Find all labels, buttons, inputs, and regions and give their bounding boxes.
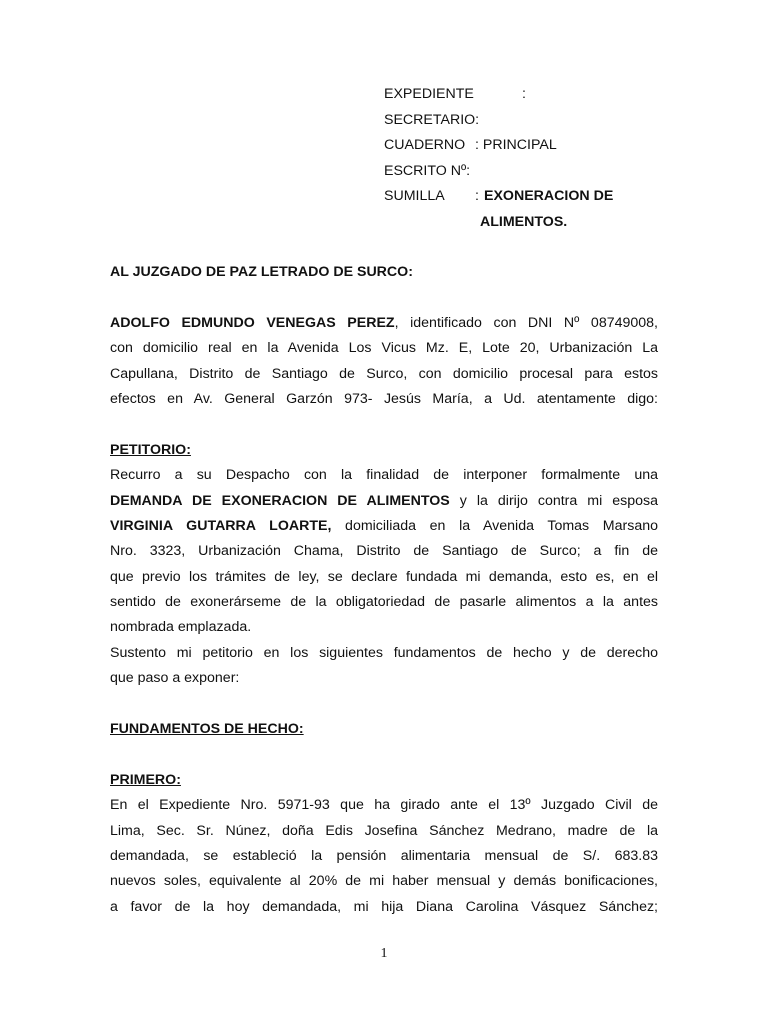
header-sumilla-cont	[384, 212, 684, 238]
sumilla-label: SUMILLA	[384, 188, 445, 204]
escrito-label: ESCRITO Nº:	[384, 162, 471, 179]
primero-line-4: nuevos soles, equivalente al 20% de mi haber mensual y demás bonificaciones,	[110, 873, 658, 890]
header-secretario	[384, 110, 684, 136]
petitorio-line-8: Sustento mi petitorio en los siguientes fundamentos de hecho y de derecho	[110, 644, 658, 661]
petitorio-line-5: que previo los trámites de ley, se declare fundada mi demanda, esto es, en el	[110, 568, 658, 585]
sumilla-value-1: EXONERACION DE	[484, 188, 614, 204]
primero-line-3: demandada, se estableció la pensión alimentaria mensual de S/. 683.83	[110, 847, 658, 864]
secretario-label: SECRETARIO:	[384, 111, 480, 128]
expediente-label: EXPEDIENTE	[384, 86, 474, 102]
document-body	[110, 262, 658, 922]
cuaderno-label: CUADERNO	[384, 137, 466, 153]
header-cuaderno	[384, 135, 684, 161]
intro-line-4: efectos en Av. General Garzón 973- Jesús María, a Ud. atentamente digo:	[110, 390, 658, 407]
header-escrito	[384, 161, 684, 187]
expediente-sep: :	[522, 86, 526, 102]
fundamentos-heading: FUNDAMENTOS DE HECHO:	[110, 721, 304, 738]
addressee: AL JUZGADO DE PAZ LETRADO DE SURCO:	[110, 264, 413, 280]
intro-line-1: ADOLFO EDMUNDO VENEGAS PEREZ, identificado con DNI Nº 08749008,	[110, 314, 658, 331]
primero-line-2: Lima, Sec. Sr. Núnez, doña Edis Josefina Sánchez Medrano, madre de la	[110, 822, 658, 839]
header-expediente	[384, 84, 684, 110]
petitorio-line-9: que paso a exponer:	[110, 670, 240, 687]
primero-line-1: En el Expediente Nro. 5971-93 que ha girado ante el 13º Juzgado Civil de	[110, 797, 658, 814]
page-number: 1	[380, 946, 388, 961]
primero-line-5: a favor de la hoy demandada, mi hija Diana Carolina Vásquez Sánchez;	[110, 898, 658, 915]
primero-heading: PRIMERO:	[110, 771, 181, 788]
case-header	[384, 84, 684, 237]
petitorio-line-1: Recurro a su Despacho con la finalidad de interponer formalmente una	[110, 467, 658, 484]
petitorio-heading: PETITORIO:	[110, 441, 191, 458]
intro-line-3: Capullana, Distrito de Santiago de Surco, con domicilio procesal para estos	[110, 365, 658, 382]
petitorio-line-4: Nro. 3323, Urbanización Chama, Distrito de Santiago de Surco; a fin de	[110, 543, 658, 560]
header-sumilla	[384, 186, 684, 212]
petitorio-line-2: DEMANDA DE EXONERACION DE ALIMENTOS y la dirijo contra mi esposa	[110, 492, 658, 509]
sumilla-sep: :	[475, 188, 479, 204]
petitorio-line-6: sentido de exonerárseme de la obligatoriedad de pasarle alimentos a la antes	[110, 594, 658, 611]
sumilla-value-2: ALIMENTOS.	[480, 213, 568, 230]
plaintiff-name: ADOLFO EDMUNDO VENEGAS PEREZ	[110, 314, 395, 331]
intro-line-2: con domicilio real en la Avenida Los Vicus Mz. E, Lote 20, Urbanización La	[110, 340, 658, 357]
petitorio-line-7: nombrada emplazada.	[110, 619, 252, 636]
petitorio-line-3: VIRGINIA GUTARRA LOARTE, domiciliada en la Avenida Tomas Marsano	[110, 517, 658, 534]
cuaderno-value: : PRINCIPAL	[475, 137, 557, 153]
